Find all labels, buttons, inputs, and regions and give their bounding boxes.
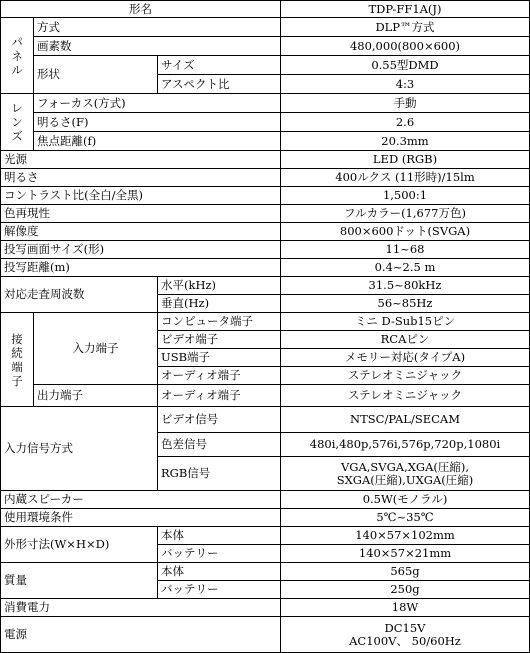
- environment-value: 5℃~35℃: [281, 509, 530, 527]
- panel-aspect-value: 4:3: [281, 75, 530, 94]
- row-color: [1, 205, 530, 223]
- row-panel-size: [1, 56, 530, 75]
- panel-size-label: サイズ: [158, 56, 281, 75]
- environment-label: 使用環境条件: [1, 509, 281, 527]
- lens-focus-label: フォーカス(方式): [34, 94, 281, 113]
- dimensions-label: 外形寸法(W×H×D): [1, 527, 158, 563]
- panel-shape-label: 形状: [34, 56, 158, 94]
- usb-terminal-value: メモリー対応(タイプA): [281, 349, 530, 367]
- component-signal-value: 480i,480p,576i,576p,720p,1080i: [281, 433, 530, 457]
- panel-method-value: DLP™方式: [281, 18, 530, 37]
- mass-battery-value: 250g: [281, 581, 530, 599]
- input-terminals-label: 入力端子: [34, 313, 158, 385]
- panel-method-label: 方式: [34, 18, 281, 37]
- computer-terminal-label: コンピュータ端子: [158, 313, 281, 331]
- lens-brightness-label: 明るさ(F): [34, 113, 281, 132]
- dimensions-body-label: 本体: [158, 527, 281, 545]
- video-terminal-value: RCAピン: [281, 331, 530, 349]
- mass-body-value: 565g: [281, 563, 530, 581]
- row-frequency-h: [1, 277, 530, 295]
- power-source-line2: AC100V、 50/60Hz: [349, 633, 461, 648]
- light-source-value: LED (RGB): [281, 151, 530, 169]
- row-mass-body: [1, 563, 530, 581]
- row-power-consumption: [1, 599, 530, 617]
- power-source-value: [281, 617, 530, 653]
- audio-out-terminal-label: オーディオ端子: [158, 385, 281, 407]
- frequency-h-value: 31.5~80kHz: [281, 277, 530, 295]
- row-screen-size: [1, 241, 530, 259]
- speaker-value: 0.5W(モノラル): [281, 491, 530, 509]
- audio-out-terminal-value: ステレオミニジャック: [281, 385, 530, 407]
- color-value: フルカラー(1,677万色): [281, 205, 530, 223]
- dimensions-battery-value: 140×57×21mm: [281, 545, 530, 563]
- row-terminal-computer: [1, 313, 530, 331]
- video-signal-label: ビデオ信号: [158, 407, 281, 433]
- row-lens-focus: [1, 94, 530, 113]
- light-source-label: 光源: [1, 151, 281, 169]
- row-distance: [1, 259, 530, 277]
- usb-terminal-label: USB端子: [158, 349, 281, 367]
- row-power-source: [1, 617, 530, 653]
- row-light-source: [1, 151, 530, 169]
- distance-value: 0.4~2.5 m: [281, 259, 530, 277]
- model-label: 形名: [1, 1, 281, 18]
- power-consumption-value: 18W: [281, 599, 530, 617]
- color-label: 色再現性: [1, 205, 281, 223]
- rgb-signal-value: [281, 457, 530, 491]
- video-signal-value: NTSC/PAL/SECAM: [281, 407, 530, 433]
- output-terminals-label: 出力端子: [34, 385, 158, 407]
- lens-focal-label: 焦点距離(f): [34, 132, 281, 151]
- row-speaker: [1, 491, 530, 509]
- row-model: [1, 1, 530, 18]
- contrast-label: コントラスト比(全白/全黒): [1, 187, 281, 205]
- power-source-line1: DC15V: [384, 620, 426, 635]
- mass-body-label: 本体: [158, 563, 281, 581]
- model-value: TDP-FF1A(J): [281, 1, 530, 18]
- dimensions-battery-label: バッテリー: [158, 545, 281, 563]
- mass-battery-label: バッテリー: [158, 581, 281, 599]
- input-signals-label: 入力信号方式: [1, 407, 158, 491]
- row-contrast: [1, 187, 530, 205]
- lens-focus-value: 手動: [281, 94, 530, 113]
- row-resolution: [1, 223, 530, 241]
- lens-brightness-value: 2.6: [281, 113, 530, 132]
- audio-in-terminal-value: ステレオミニジャック: [281, 367, 530, 385]
- audio-in-terminal-label: オーディオ端子: [158, 367, 281, 385]
- resolution-label: 解像度: [1, 223, 281, 241]
- frequency-label: 対応走査周波数: [1, 277, 158, 313]
- power-source-label: 電源: [1, 617, 281, 653]
- brightness-label: 明るさ: [1, 169, 281, 187]
- brightness-value: 400ルクス (11形時)/15lm: [281, 169, 530, 187]
- panel-aspect-label: アスペクト比: [158, 75, 281, 94]
- contrast-value: 1,500:1: [281, 187, 530, 205]
- terminals-group-label: 接続端子: [1, 313, 34, 407]
- panel-group-label: パネル: [1, 18, 34, 94]
- video-terminal-label: ビデオ端子: [158, 331, 281, 349]
- frequency-h-label: 水平(kHz): [158, 277, 281, 295]
- row-panel-method: [1, 18, 530, 37]
- row-terminal-audio-out: [1, 385, 530, 407]
- frequency-v-label: 垂直(Hz): [158, 295, 281, 313]
- resolution-value: 800×600ドット(SVGA): [281, 223, 530, 241]
- frequency-v-value: 56~85Hz: [281, 295, 530, 313]
- panel-pixels-value: 480,000(800×600): [281, 37, 530, 56]
- row-dimensions-body: [1, 527, 530, 545]
- screen-size-value: 11~68: [281, 241, 530, 259]
- rgb-signal-line1: VGA,SVGA,XGA(圧縮),: [340, 459, 470, 474]
- row-panel-pixels: [1, 37, 530, 56]
- row-lens-brightness: [1, 113, 530, 132]
- row-brightness: [1, 169, 530, 187]
- computer-terminal-value: ミニ D-Sub15ピン: [281, 313, 530, 331]
- speaker-label: 内蔵スピーカー: [1, 491, 281, 509]
- mass-label: 質量: [1, 563, 158, 599]
- lens-group-label: レンズ: [1, 94, 34, 151]
- dimensions-body-value: 140×57×102mm: [281, 527, 530, 545]
- rgb-signal-label: RGB信号: [158, 457, 281, 491]
- lens-focal-value: 20.3mm: [281, 132, 530, 151]
- panel-pixels-label: 画素数: [34, 37, 281, 56]
- row-signal-video: [1, 407, 530, 433]
- panel-size-value: 0.55型DMD: [281, 56, 530, 75]
- component-signal-label: 色差信号: [158, 433, 281, 457]
- distance-label: 投写距離(m): [1, 259, 281, 277]
- row-environment: [1, 509, 530, 527]
- screen-size-label: 投写画面サイズ(形): [1, 241, 281, 259]
- row-lens-focal: [1, 132, 530, 151]
- power-consumption-label: 消費電力: [1, 599, 281, 617]
- rgb-signal-line2: SXGA(圧縮),UXGA(圧縮): [336, 472, 474, 487]
